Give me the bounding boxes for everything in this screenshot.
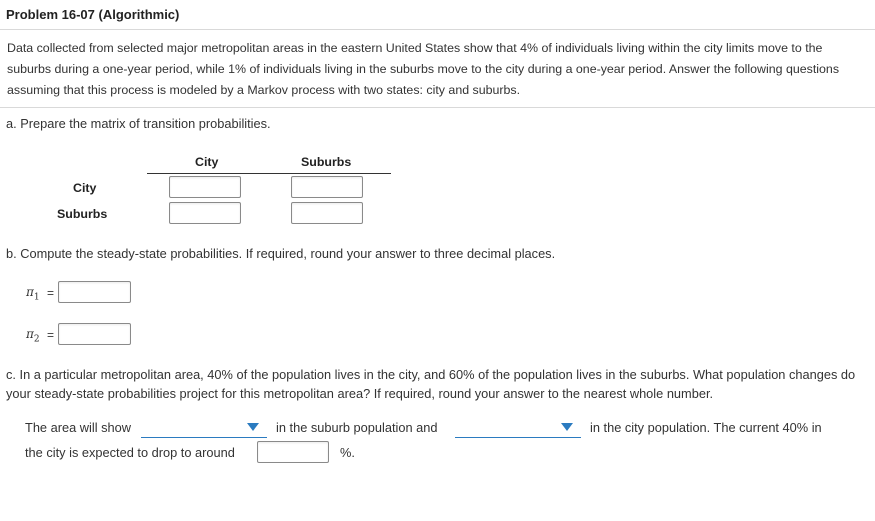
city-change-dropdown[interactable] <box>455 417 581 438</box>
pi2-equals: = <box>47 328 55 342</box>
part-c-prompt: c. In a particular metropolitan area, 40% of the population lives in the city, and 60% of the population lives in the suburbs. What population changes do your steady-state probabilities project for this metropolitan area? If required, round your answer to the nearest whole number. <box>6 367 856 401</box>
pi1-label: $\pi_1$ <box>26 285 40 303</box>
suburb-change-dropdown[interactable] <box>141 417 267 438</box>
answer-text-3: in the city population. The current 40% in <box>590 420 822 435</box>
chevron-down-icon <box>247 423 259 431</box>
row-label-suburbs: Suburbs <box>57 207 108 221</box>
col-header-city: City <box>195 155 219 169</box>
col-header-suburbs: Suburbs <box>301 155 352 169</box>
pi2-input[interactable] <box>58 323 131 345</box>
problem-title: Problem 16-07 (Algorithmic) <box>6 7 180 22</box>
cell-city-city-input[interactable] <box>169 176 241 198</box>
answer-text-4: the city is expected to drop to around <box>25 445 235 460</box>
answer-text-2: in the suburb population and <box>276 420 438 435</box>
cell-suburbs-city-input[interactable] <box>169 202 241 224</box>
cell-city-suburbs-input[interactable] <box>291 176 363 198</box>
pi2-label: $\pi_2$ <box>26 327 40 345</box>
row-label-city: City <box>73 181 97 195</box>
answer-text-1: The area will show <box>25 420 131 435</box>
problem-intro: Data collected from selected major metropolitan areas in the eastern United States show that 4% of individuals living within the city limits move to the suburbs during a one-year period, while 1% of individuals living in the suburbs move to the city during a one-year period. Answer the following questions assuming that this process is modeled by a Markov process with two states: city and suburbs. <box>7 41 840 97</box>
cell-suburbs-suburbs-input[interactable] <box>291 202 363 224</box>
pi1-equals: = <box>47 286 55 300</box>
city-percent-input[interactable] <box>257 441 329 463</box>
title-divider <box>0 29 875 30</box>
pi1-input[interactable] <box>58 281 131 303</box>
matrix-header-rule <box>147 173 391 174</box>
part-a-prompt: a. Prepare the matrix of transition probabilities. <box>6 116 271 131</box>
section-divider <box>0 107 875 108</box>
percent-sign: %. <box>340 445 355 460</box>
part-b-prompt: b. Compute the steady-state probabilities. If required, round your answer to three decimal places. <box>6 246 556 261</box>
chevron-down-icon <box>561 423 573 431</box>
